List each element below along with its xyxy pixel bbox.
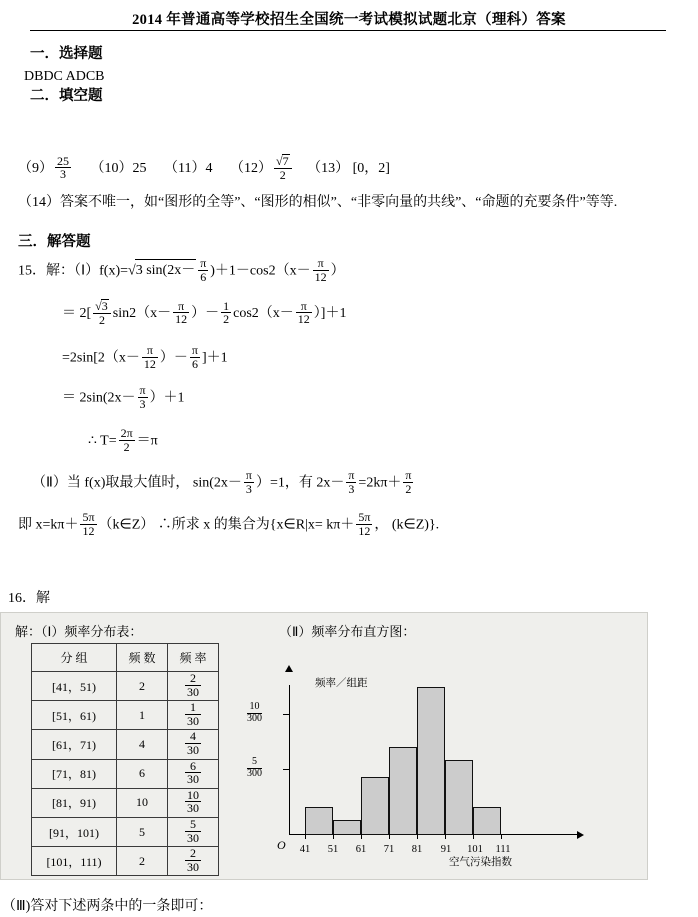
bar-81-91 [417,687,445,835]
bar-41-51 [305,807,333,835]
cell-group: [81，91) [32,788,117,817]
histogram-axis-title: 频率／组距 [315,678,368,689]
x-tick-91 [445,834,446,839]
cell-freq: 1 [117,701,168,730]
q16-heading: 16．解 [8,591,50,606]
histogram-label: （Ⅱ）频率分布直方图： [279,624,416,639]
fill-in-answers [18,155,390,182]
section-heading-fill: 二．填空题 [30,88,103,104]
q16-tail-text: （Ⅲ)答对下述两条中的一条即可： [2,899,213,914]
table-row [32,847,219,876]
table-row [32,730,219,759]
x-tick-111 [501,834,502,839]
q14-answer: （14）答案不唯一，如“图形的全等”、“图形的相似”、“非零向量的共线”、“命题的充要条件”等等. [18,195,618,210]
table-header-row [32,644,219,672]
bar-91-101 [445,760,473,835]
q15-line7: 即 x=kπ＋ $\frac{5\pi}{12}$ （k∈Z） ∴所求 x 的集合为{x∈R|x= kπ＋ $\frac{5\pi}{12}$ ， (k∈Z)}. [18,510,440,538]
bar-101-111 [473,807,501,835]
y-label-10: $\frac{10}{300}$ [247,701,262,724]
q10: （10）25 [90,160,147,176]
cell-rate: $\frac{10}{30}$ [168,788,219,817]
q15-line6: （Ⅱ）当 f(x)取最大值时， sin(2x－ $\frac{\pi}{3}$ ）=1，有 2x－ $\frac{\pi}{3}$ =2kπ＋ $\frac{\pi}{2}$ [32,468,412,496]
cell-freq: 2 [117,672,168,701]
q15-line3: =2sin[2（x－ $\frac{\pi}{12}$ ）－ $\frac{\pi}{6}$ ]＋1 [62,343,228,371]
section-heading-choice: 一．选择题 [30,46,103,62]
x-axis-arrow [577,831,584,839]
x-tick-101 [473,834,474,839]
y-tick-5 [283,769,289,770]
cell-group: [61，71) [32,730,117,759]
x-tick-41 [305,834,306,839]
table-row [32,759,219,788]
x-label-71: 71 [383,844,395,855]
x-label-41: 41 [299,844,311,855]
choice-answers: DBDC ADCB [24,69,105,84]
x-axis-name: 空气污染指数 [449,857,512,868]
y-label-5: $\frac{5}{300}$ [247,756,262,779]
bar-71-81 [389,747,417,835]
freq-table-label: 解：（Ⅰ）频率分布表： [15,624,143,639]
cell-rate: $\frac{6}{30}$ [168,759,219,788]
col-freq: 频 数 [117,644,168,672]
x-tick-81 [417,834,418,839]
cell-freq: 4 [117,730,168,759]
x-label-61: 61 [355,844,367,855]
cell-freq: 5 [117,817,168,846]
cell-rate: $\frac{1}{30}$ [168,701,219,730]
bar-61-71 [361,777,389,835]
cell-group: [91，101) [32,817,117,846]
title-divider [30,30,666,31]
frequency-histogram [247,673,629,868]
x-label-91: 91 [440,844,452,855]
q11: （11）4 [164,160,213,176]
cell-rate: $\frac{5}{30}$ [168,817,219,846]
cell-group: [101，111) [32,847,117,876]
q12-sqrt-fraction: $\frac{√7}{2}$ [272,155,294,182]
y-axis-arrow [285,665,293,672]
q15-line2: ＝ 2[ $\frac{√3}{2}$ sin2（x－ $\frac{\pi}{12}$ ）－ $\frac{1}{2}$ cos2（x－ $\frac{\pi}{12}$ ）]＋1 [62,298,347,327]
y-axis [289,685,290,835]
cell-rate: $\frac{4}{30}$ [168,730,219,759]
page-title: 2014 年普通高等学校招生全国统一考试模拟试题北京（理科）答案 [132,12,566,28]
table-row [32,788,219,817]
x-label-81: 81 [411,844,423,855]
cell-group: [41，51) [32,672,117,701]
y-tick-10 [283,714,289,715]
x-tick-51 [333,834,334,839]
cell-freq: 6 [117,759,168,788]
x-label-51: 51 [327,844,339,855]
table-row [32,672,219,701]
col-group: 分 组 [32,644,117,672]
frequency-table [31,643,219,876]
q15-line4: ＝ 2sin(2x－ $\frac{\pi}{3}$ ）＋1 [62,383,185,411]
q13: （13） [0，2] [307,160,390,176]
q9-fraction: $\frac{25}{3}$ [57,153,69,182]
cell-freq: 2 [117,847,168,876]
table-row [32,817,219,846]
x-tick-61 [361,834,362,839]
cell-group: [71，81) [32,759,117,788]
q16-figure [0,612,648,880]
col-rate: 频 率 [168,644,219,672]
table-row [32,701,219,730]
cell-group: [51，61) [32,701,117,730]
q15-line1: 15．解：（Ⅰ）f(x)=√3 sin(2x－ $\frac{\pi}{6}$ )＋1－cos2（x－ $\frac{\pi}{12}$ ） [18,256,345,284]
x-label-111: 111 [495,844,511,855]
x-label-101: 101 [467,844,483,855]
origin-label: O [277,838,286,852]
cell-rate: $\frac{2}{30}$ [168,847,219,876]
cell-rate: $\frac{2}{30}$ [168,672,219,701]
q12-label: （12） [229,160,272,176]
bar-51-61 [333,820,361,835]
section-heading-solution: 三．解答题 [18,234,91,250]
cell-freq: 10 [117,788,168,817]
q9-label: （9） [18,160,53,176]
q15-line5: ∴ T= $\frac{2\pi}{2}$ ＝π [88,426,158,454]
x-tick-71 [389,834,390,839]
